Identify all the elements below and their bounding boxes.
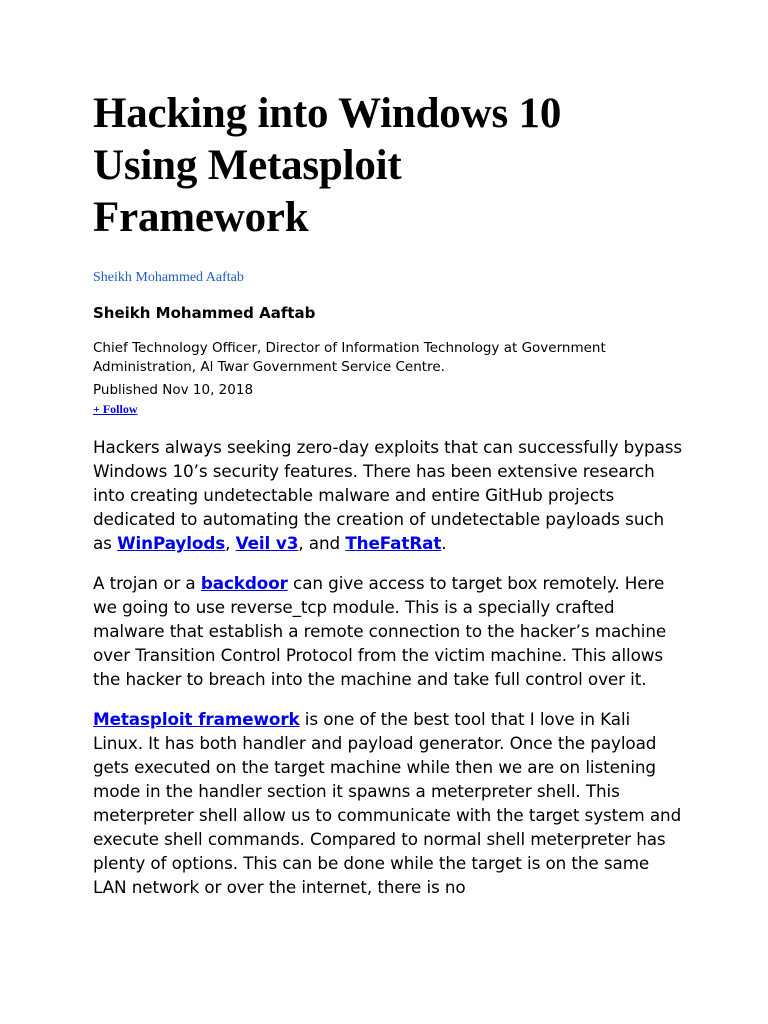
author-link[interactable]: Sheikh Mohammed Aaftab	[93, 270, 244, 285]
separator: ,	[225, 533, 236, 553]
author-name: Sheikh Mohammed Aaftab	[93, 304, 316, 322]
paragraph-2-text-after: can give access to target box remotely. Here we going to use reverse_tcp module. This is a specially crafted malware that establish a remote connection to the hacker’s machine over Transition Control Protocol from the victim machine. This allows the hacker to breach into the machine and take full control over it.	[93, 573, 667, 689]
published-date: Published Nov 10, 2018	[93, 382, 254, 398]
follow-button[interactable]: + Follow	[93, 402, 138, 416]
separator: , and	[298, 533, 346, 553]
paragraph-1	[93, 435, 683, 555]
title-line-3: Framework	[93, 194, 309, 241]
paragraph-2-text-before: A trojan or a	[93, 573, 201, 593]
article-title	[93, 88, 683, 244]
paragraph-1-end: .	[441, 533, 447, 553]
author-role	[93, 339, 683, 377]
link-metasploit-framework[interactable]: Metasploit framework	[93, 709, 300, 729]
link-winpaylods[interactable]: WinPaylods	[117, 533, 226, 553]
title-line-2: Using Metasploit	[93, 142, 402, 189]
paragraph-3	[93, 707, 683, 899]
link-thefatrat[interactable]: TheFatRat	[345, 533, 442, 553]
article	[93, 88, 683, 899]
paragraph-3-text: is one of the best tool that I love in Kali Linux. It has both handler and payload generator. Once the payload gets executed on the target machine while then we are on listening mode in the handler section it spawns a meterpreter shell. This meterpreter shell allow us to communicate with the target system and execute shell commands. Compared to normal shell meterpreter has plenty of options. This can be done while the target is on the same LAN network or over the internet, there is no	[93, 709, 682, 897]
author-role-line-2: Administration, Al Twar Government Service Centre.	[93, 359, 445, 375]
link-backdoor[interactable]: backdoor	[200, 573, 288, 593]
paragraph-2	[93, 571, 683, 691]
author-role-line-1: Chief Technology Officer, Director of Information Technology at Government	[93, 340, 606, 356]
paragraph-1-text: Hackers always seeking zero-day exploits that can successfully bypass Windows 10’s security features. There has been extensive research into creating undetectable malware and entire GitHub projects dedicated to automating the creation of undetectable payloads such as	[93, 437, 683, 553]
title-line-1: Hacking into Windows 10	[93, 90, 562, 137]
link-veil-v3[interactable]: Veil v3	[235, 533, 299, 553]
